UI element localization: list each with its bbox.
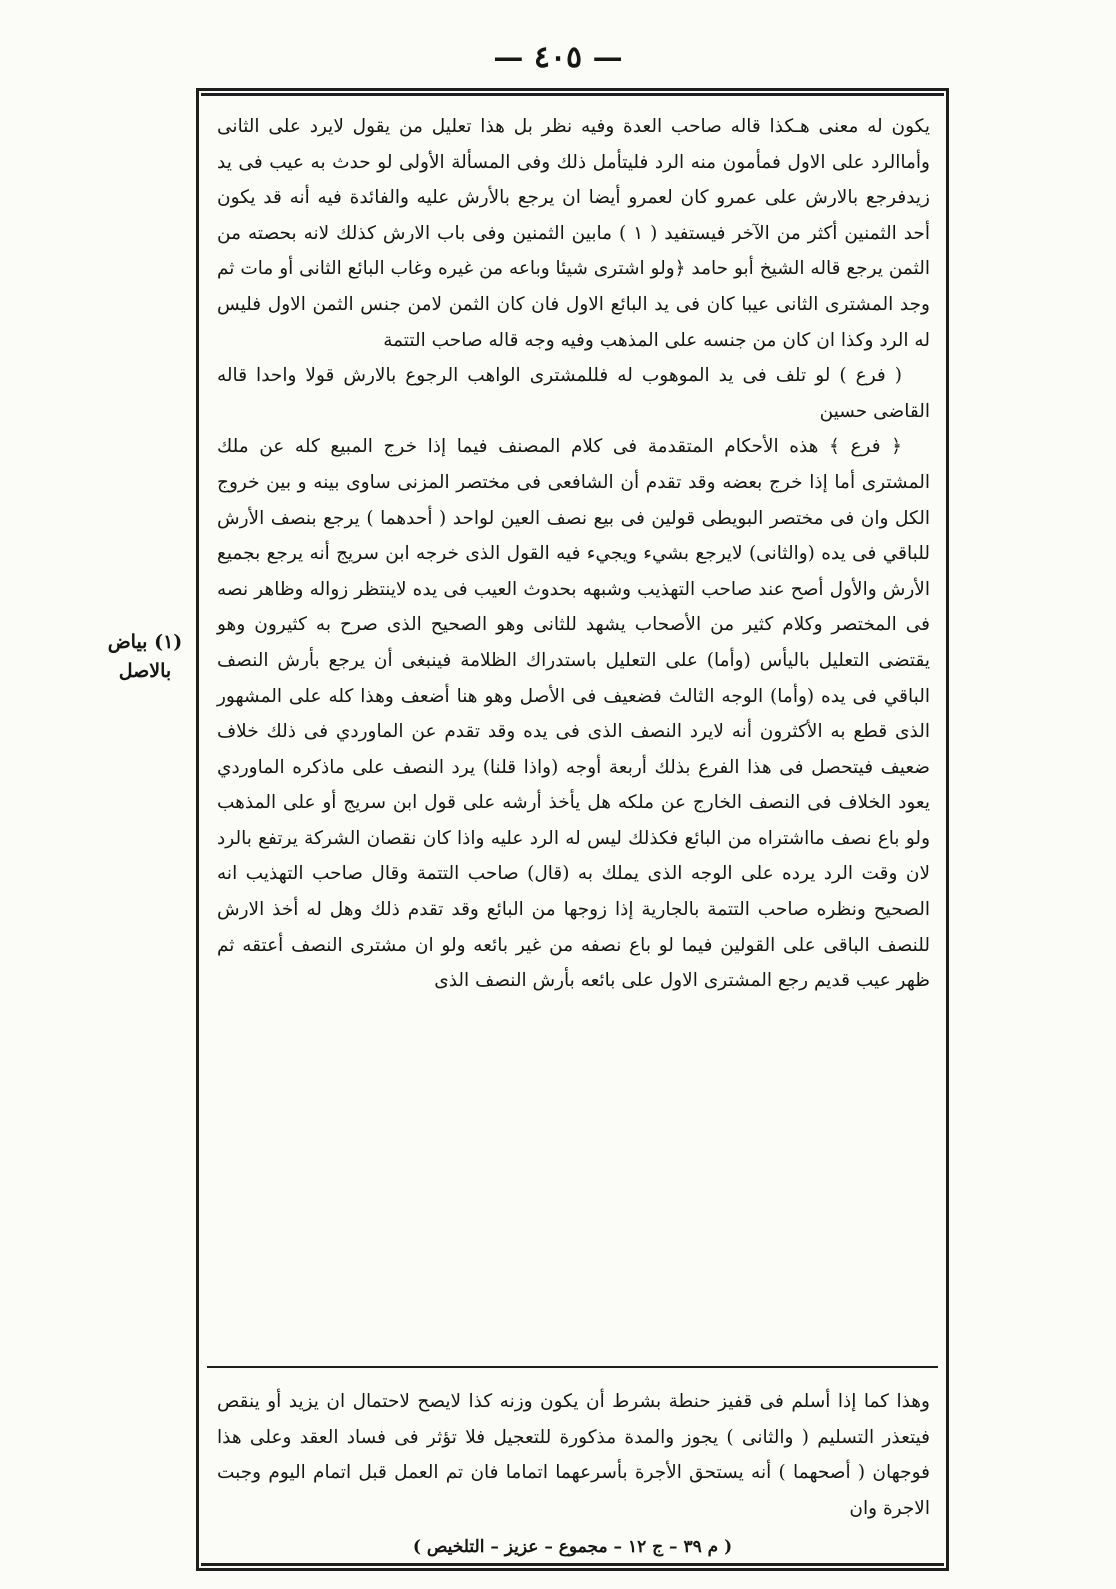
margin-note: (١) بياض بالاصل	[107, 631, 183, 682]
text-frame	[196, 88, 949, 1571]
main-text	[217, 109, 930, 999]
page-number: — ٤٠٥ —	[493, 40, 623, 75]
paragraph-commentary: يكون له معنى هـكذا قاله صاحب العدة وفيه نظر بل هذا تعليل من يقول لايرد على الثانى وأماالرد على الاول فمأمون منه الرد فليتأمل ذلك وفى المسألة الأولى لو حدث به عيب فى يد زيدفرجع بالارش على عمرو كان لعمرو أيضا ان يرجع بالأرش عليه والفائدة فيه أنه قد يكون أحد الثمنين أكثر من الآخر فيستفيد ( ١ ) مابين الثمنين وفى باب الارش كذلك لانه بحصته من الثمن يرجع قاله الشيخ أبو حامد ﴿ولو اشترى شيئا وباعه من غيره وغاب البائع الثانى أو مات ثم وجد المشترى الثانى عيبا كان فى يد البائع الاول فان كان الثمن لامن جنس الثمن الاول فليس له الرد وكذا ان كان من جنسه على المذهب وفيه وجه قاله صاحب التتمة	[217, 116, 930, 351]
footnote-separator	[207, 1366, 938, 1368]
printer-signature: ( م ٣٩ – ج ١٢ – مجموع – عزيز – التلخيص )	[412, 1537, 733, 1557]
paragraph-far-partial-sale: ﴿ فرع ﴾ هذه الأحكام المتقدمة فى كلام المصنف فيما إذا خرج المبيع كله عن ملك المشترى أما إذا خرج بعضه وقد تقدم أن الشافعى فى مختصر المزنى ساوى بينه و بين خروج الكل وان فى مختصر البويطى قولين فى بيع نصف العين لواحد ( أحدهما ) يرجع بنصف الأرش للباقي فى يده (والثانى) لايرجع بشيء ويجيء فيه القول الذى خرجه ابن سريج أنه يرجع بجميع الأرش والأول أصح عند صاحب التهذيب وشبهه بحدوث العيب فى يده لاينتظر زواله وظاهر نصه فى المختصر وكلام كثير من الأصحاب يشهد للثانى وهو الصحيح الذى صرح به كثيرون وهو يقتضى التعليل باليأس (وأما) على التعليل باستدراك الظلامة فينبغى أن يرجع بأرش النصف الباقي فى يده (وأما) الوجه الثالث فضعيف فى الأصل وهو هنا أضعف وهذا كله على المشهور الذى قطع به الأكثرون أنه لايرد النصف الذى فى يده وقد تقدم عن الماوردي فى ذلك خلاف ضعيف فيتحصل فى هذا الفرع بذلك أربعة أوجه (واذا قلنا) يرد النصف على ماذكره الماوردي يعود الخلاف فى النصف الخارج عن ملكه هل يأخذ أرشه على قول ابن سريج أو على المذهب ولو باع نصف مااشتراه من البائع فكذلك ليس له الرد عليه واذا كان نقصان الشركة يرتفع بالرد لان وقت الرد يرده على الوجه الذى يملك به (قال) صاحب التتمة وقال صاحب التهذيب انه الصحيح ونظره صاحب التتمة بالجارية إذا زوجها من البائع وقد تقدم ذلك وهل له أخذ الارش للنصف الباقى على القولين فيما لو باع نصفه من غير بائعه ولو ان مشترى النصف أعتقه ثم ظهر عيب قديم رجع المشترى الاول على بائعه بأرش النصف الذى	[217, 436, 930, 992]
lower-text: وهذا كما إذا أسلم فى قفيز حنطة بشرط أن يكون وزنه كذا لايصح لاحتمال ان يزيد أو ينقص فيتعذر التسليم ( والثانى ) يجوز والمدة مذكورة للتعجيل فلا تؤثر فى فساد العقد وعلى هذا فوجهان ( أصحهما ) أنه يستحق الأجرة بأسرعهما اتماما فان تم العمل قبل اتمام اليوم وجبت الاجرة وان	[217, 1391, 930, 1519]
paragraph-far-gift: ( فرع ) لو تلف فى يد الموهوب له فللمشترى الواهب الرجوع بالارش قولا واحدا قاله القاضى حسين	[217, 365, 930, 422]
